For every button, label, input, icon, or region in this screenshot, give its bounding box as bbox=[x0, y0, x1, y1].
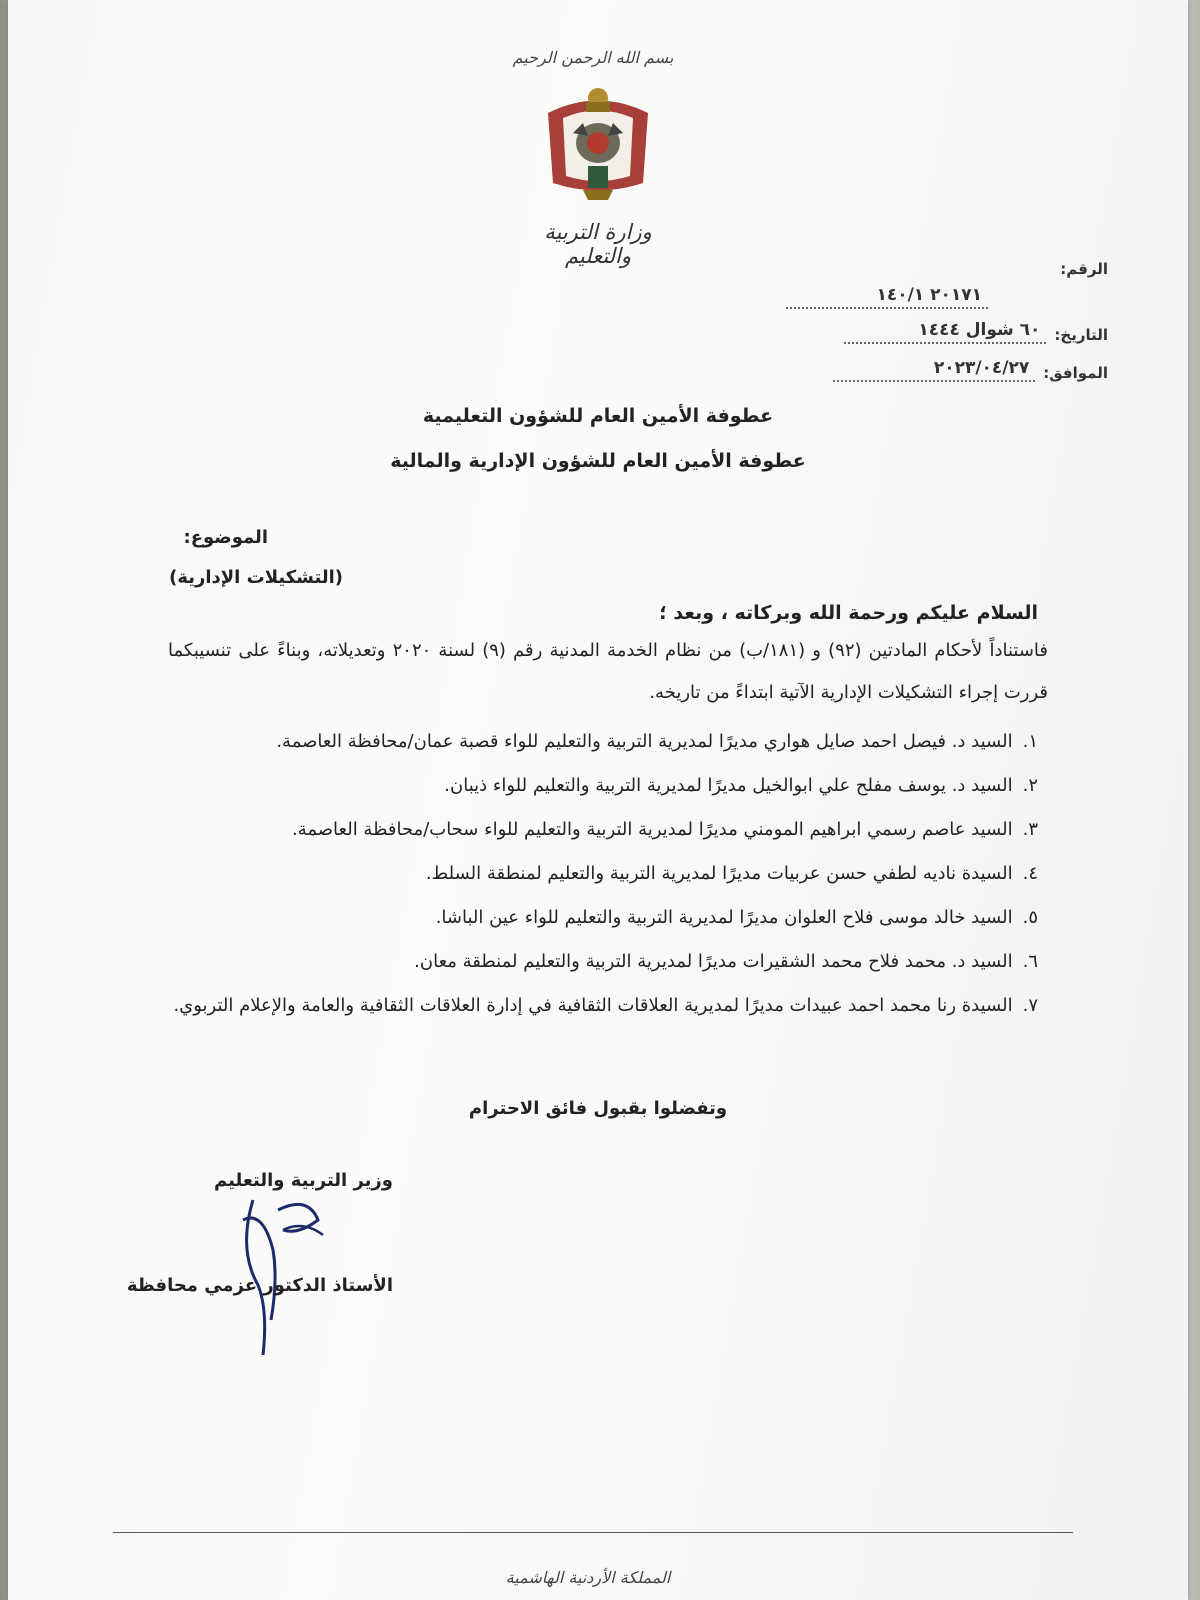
corresponding-date-row bbox=[833, 358, 1108, 382]
intro-paragraph: فاستناداً لأحكام المادتين (٩٢) و (١٨١/ب) من نظام الخدمة المدنية رقم (٩) لسنة ٢٠٢٠ وتعديلاته، وبناءً على تنسيبكما قررت إجراء التشكيلات الإدارية الآتية ابتداءً من تاريخه. bbox=[168, 640, 1048, 703]
letter-page bbox=[8, 0, 1188, 1600]
list-item: ٧.السيدة رنا محمد احمد عبيدات مديرًا لمديرية العلاقات الثقافية في إدارة العلاقات الثقافية والعامة والإعلام التربوي. bbox=[173, 995, 1038, 1016]
subject-label: الموضوع: bbox=[183, 527, 268, 548]
list-item: ٤.السيدة ناديه لطفي حسن عربيات مديرًا لمديرية التربية والتعليم لمنطقة السلط. bbox=[425, 863, 1038, 884]
footer-text: المملكة الأردنية الهاشمية bbox=[505, 1568, 671, 1587]
basmala: بسم الله الرحمن الرحيم bbox=[512, 48, 674, 67]
corresponding-label: الموافق: bbox=[1043, 364, 1108, 382]
coat-of-arms-icon bbox=[538, 78, 658, 203]
appointments-list bbox=[158, 720, 1038, 1028]
corresponding-value: ٢٠٢٣/٠٤/٢٧ bbox=[833, 358, 1035, 382]
date-row bbox=[844, 320, 1108, 344]
addressee-1: عطوفة الأمين العام للشؤون التعليمية bbox=[422, 405, 774, 427]
reference-label: الرقم: bbox=[1060, 260, 1108, 278]
date-label: التاريخ: bbox=[1054, 326, 1108, 344]
closing-line: وتفضلوا بقبول فائق الاحترام bbox=[468, 1098, 728, 1119]
signatory-title: وزير التربية والتعليم bbox=[214, 1170, 393, 1191]
list-item: ٥.السيد خالد موسى فلاح العلوان مديرًا لمديرية التربية والتعليم للواء عين الباشا. bbox=[435, 907, 1038, 928]
list-item: ١.السيد د. فيصل احمد صايل هواري مديرًا لمديرية التربية والتعليم للواء قصبة عمان/محافظة العاصمة. bbox=[276, 731, 1038, 752]
list-item: ٦.السيد د. محمد فلاح محمد الشقيرات مديرًا لمديرية التربية والتعليم لمنطقة معان. bbox=[414, 951, 1038, 972]
list-item: ٣.السيد عاصم رسمي ابراهيم المومني مديرًا لمديرية التربية والتعليم للواء سحاب/محافظة العاصمة. bbox=[291, 819, 1038, 840]
signatory-name: الأستاذ الدكتور عزمي محافظة bbox=[126, 1275, 393, 1296]
reference-value: ٢٠١٧١ ١٤٠/١ bbox=[786, 285, 988, 309]
date-value: ٦٠ شوال ١٤٤٤ bbox=[844, 320, 1046, 344]
reference-value-row bbox=[786, 285, 988, 309]
reference-number-row bbox=[1052, 260, 1108, 278]
subject-value: (التشكيلات الإدارية) bbox=[169, 567, 343, 588]
greeting: السلام عليكم ورحمة الله وبركاته ، وبعد ؛ bbox=[659, 602, 1038, 624]
addressee-2: عطوفة الأمين العام للشؤون الإدارية والمالية bbox=[390, 450, 806, 472]
ministry-logo-text: وزارة التربية والتعليم bbox=[544, 220, 652, 268]
footer-divider bbox=[113, 1532, 1073, 1533]
list-item: ٢.السيد د. يوسف مفلح علي ابوالخيل مديرًا لمديرية التربية والتعليم للواء ذيبان. bbox=[444, 775, 1038, 796]
